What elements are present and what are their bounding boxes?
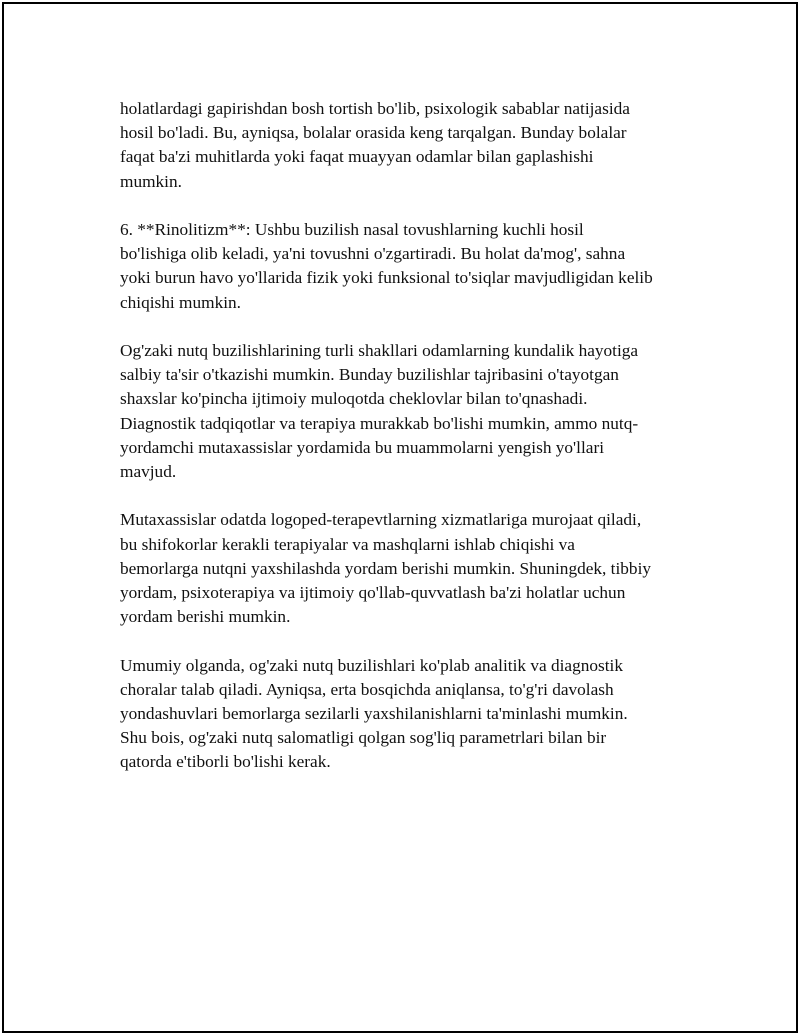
text-line: 6. **Rinolitizm**: Ushbu buzilish nasal tovushlarning kuchli hosil	[120, 220, 584, 239]
paragraph-3	[120, 339, 695, 484]
paragraph-5	[120, 654, 695, 775]
paragraph-1	[120, 97, 695, 194]
document-body	[120, 97, 695, 799]
text-line: yordam berishi mumkin.	[120, 607, 291, 627]
text-line: Og'zaki nutq buzilishlarining turli shakllari odamlarning kundalik hayotiga	[120, 341, 639, 360]
text-line: bo'lishiga olib keladi, ya'ni tovushni o'zgartiradi. Bu holat da'mog', sahna	[120, 244, 626, 264]
text-line: mumkin.	[120, 171, 182, 191]
text-line: shaxslar ko'pincha ijtimoiy muloqotda cheklovlar bilan to'qnashadi.	[120, 389, 588, 409]
paragraph-4	[120, 508, 695, 629]
text-line: mavjud.	[120, 462, 177, 482]
text-line: choralar talab qiladi. Ayniqsa, erta bosqichda aniqlansa, to'g'ri davolash	[120, 679, 614, 699]
text-line: salbiy ta'sir o'tkazishi mumkin. Bunday buzilishlar tajribasini o'tayotgan	[120, 365, 619, 385]
paragraph-2	[120, 218, 695, 315]
text-line: yordam, psixoterapiya va ijtimoiy qo'llab-quvvatlash ba'zi holatlar uchun	[120, 583, 626, 603]
text-line: Umumiy olganda, og'zaki nutq buzilishlari ko'plab analitik va diagnostik	[120, 655, 623, 675]
document-page	[2, 2, 798, 1033]
text-line: faqat ba'zi muhitlarda yoki faqat muayyan odamlar bilan gaplashishi	[120, 147, 594, 167]
text-line: bu shifokorlar kerakli terapiyalar va mashqlarni ishlab chiqishi va	[120, 534, 575, 554]
text-line: Diagnostik tadqiqotlar va terapiya murakkab bo'lishi mumkin, ammo nutq-	[120, 413, 639, 433]
text-line: yoki burun havo yo'llarida fizik yoki funksional to'siqlar mavjudligidan kelib	[120, 268, 653, 288]
text-line: yordamchi mutaxassislar yordamida bu muammolarni yengish yo'llari	[120, 437, 605, 457]
text-line: Mutaxassislar odatda logoped-terapevtlarning xizmatlariga murojaat qiladi,	[120, 510, 642, 530]
text-line: holatlardagi gapirishdan bosh tortish bo'lib, psixologik sabablar natijasida	[120, 99, 630, 118]
text-line: hosil bo'ladi. Bu, ayniqsa, bolalar orasida keng tarqalgan. Bunday bolalar	[120, 123, 627, 143]
text-line: qatorda e'tiborli bo'lishi kerak.	[120, 752, 331, 772]
text-line: chiqishi mumkin.	[120, 292, 241, 312]
text-line: bemorlarga nutqni yaxshilashda yordam berishi mumkin. Shuningdek, tibbiy	[120, 558, 652, 578]
text-line: yondashuvlari bemorlarga sezilarli yaxshilanishlarni ta'minlashi mumkin.	[120, 704, 628, 724]
text-line: Shu bois, og'zaki nutq salomatligi qolgan sog'liq parametrlari bilan bir	[120, 728, 607, 748]
